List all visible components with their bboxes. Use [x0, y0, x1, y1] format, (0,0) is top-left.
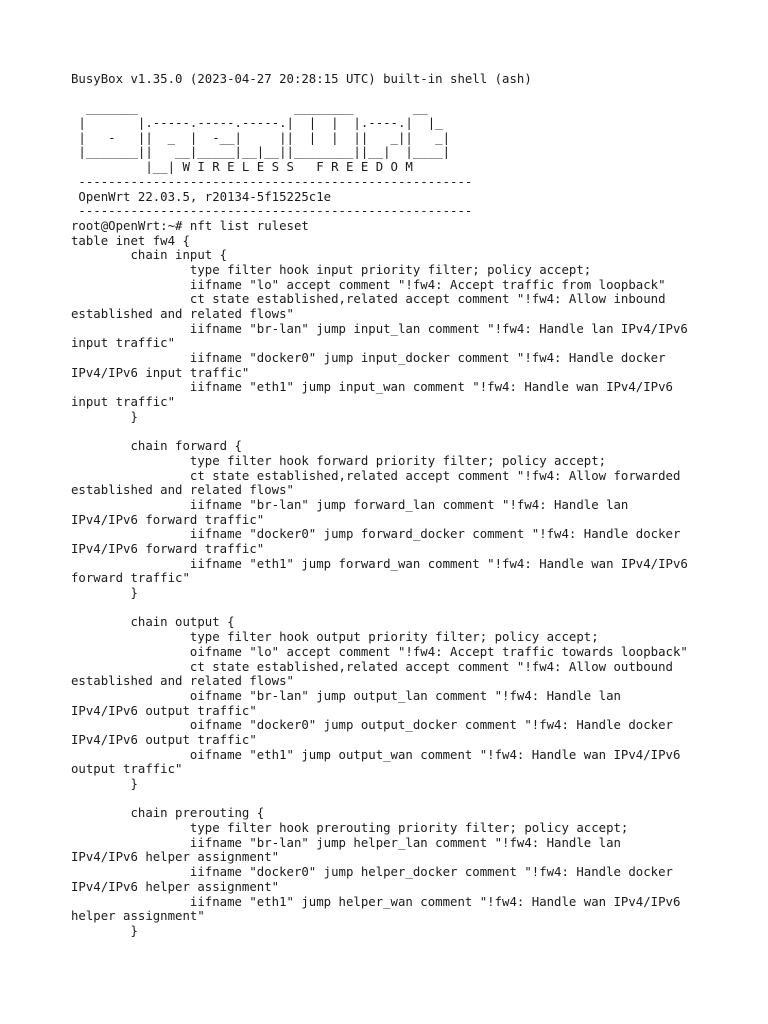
- output-line: IPv4/IPv6 output traffic": [71, 732, 257, 747]
- output-line: established and related flows": [71, 674, 294, 689]
- output-line: chain prerouting {: [71, 806, 265, 821]
- output-line: table inet fw4 {: [71, 233, 190, 248]
- output-line: IPv4/IPv6 helper assignment": [71, 850, 280, 865]
- output-line: helper assignment": [71, 909, 205, 924]
- output-line: IPv4/IPv6 output traffic": [71, 703, 257, 718]
- output-line: }: [71, 586, 138, 601]
- output-line: type filter hook input priority filter; policy accept;: [71, 262, 592, 277]
- output-line: chain output {: [71, 615, 235, 630]
- output-line: ct state established,related accept comment "!fw4: Allow inbound: [71, 292, 666, 307]
- output-line: iifname "docker0" jump helper_docker comment "!fw4: Handle docker: [71, 865, 673, 880]
- output-line: }: [71, 923, 138, 938]
- output-line: [71, 792, 761, 807]
- output-line: }: [71, 777, 138, 791]
- command-output: [71, 234, 761, 939]
- output-line: established and related flows": [71, 307, 294, 321]
- output-line: ct state established,related accept comment "!fw4: Allow forwarded: [71, 468, 681, 483]
- output-line: input traffic": [71, 336, 176, 351]
- output-line: iifname "docker0" jump input_docker comment "!fw4: Handle docker: [71, 351, 666, 366]
- output-line: iifname "eth1" jump forward_wan comment "!fw4: Handle wan IPv4/IPv6: [71, 556, 688, 571]
- output-line: }: [71, 409, 138, 424]
- output-line: iifname "eth1" jump helper_wan comment "!fw4: Handle wan IPv4/IPv6: [71, 894, 681, 909]
- output-line: [71, 425, 761, 440]
- output-line: [71, 601, 761, 616]
- output-line: established and related flows": [71, 483, 294, 498]
- output-line: type filter hook prerouting priority filter; policy accept;: [71, 821, 629, 836]
- logo-line: | |.-----.-----.-----.| | | |.----.| |_: [71, 116, 443, 131]
- separator-bottom: -----------------------------------------------------: [71, 204, 473, 219]
- output-line: iifname "eth1" jump input_wan comment "!fw4: Handle wan IPv4/IPv6: [71, 380, 673, 395]
- shell-prompt: root@OpenWrt:~#: [71, 218, 190, 233]
- output-line: forward traffic": [71, 571, 190, 586]
- output-line: IPv4/IPv6 helper assignment": [71, 879, 280, 894]
- blank-line: [71, 87, 761, 102]
- output-line: input traffic": [71, 395, 176, 410]
- output-line: chain forward {: [71, 439, 242, 454]
- output-line: IPv4/IPv6 input traffic": [71, 365, 250, 380]
- output-line: oifname "lo" accept comment "!fw4: Accept traffic towards loopback": [71, 644, 688, 659]
- output-line: IPv4/IPv6 forward traffic": [71, 512, 265, 527]
- logo-line: _______ ________ __: [71, 101, 428, 116]
- version-line: OpenWrt 22.03.5, r20134-5f15225c1e: [71, 189, 332, 204]
- output-line: type filter hook output priority filter; policy accept;: [71, 630, 599, 645]
- output-line: iifname "lo" accept comment "!fw4: Accept traffic from loopback": [71, 277, 666, 292]
- logo-line: | - || _ | -__| || | | || _|| _|: [71, 130, 451, 145]
- output-line: iifname "br-lan" jump input_lan comment "!fw4: Handle lan IPv4/IPv6: [71, 321, 688, 336]
- logo-line: |__| W I R E L E S S F R E E D O M: [71, 160, 413, 175]
- command-text: nft list ruleset: [189, 218, 309, 233]
- output-line: oifname "br-lan" jump output_lan comment "!fw4: Handle lan: [71, 688, 621, 703]
- output-line: oifname "docker0" jump output_docker comment "!fw4: Handle docker: [71, 718, 673, 733]
- command-line: [71, 219, 761, 234]
- output-line: ct state established,related accept comment "!fw4: Allow outbound: [71, 659, 673, 674]
- openwrt-ascii-logo: [71, 101, 761, 174]
- output-line: type filter hook forward priority filter; policy accept;: [71, 453, 607, 468]
- separator-top: -----------------------------------------------------: [71, 174, 473, 189]
- output-line: output traffic": [71, 762, 183, 777]
- output-line: IPv4/IPv6 forward traffic": [71, 542, 265, 556]
- logo-line: |_______|| __|_____|__|__||________||__| |____|: [71, 145, 451, 160]
- output-line: chain input {: [71, 248, 228, 263]
- output-line: oifname "eth1" jump output_wan comment "!fw4: Handle wan IPv4/IPv6: [71, 747, 681, 762]
- output-line: iifname "docker0" jump forward_docker comment "!fw4: Handle docker: [71, 527, 681, 542]
- output-line: iifname "br-lan" jump forward_lan comment "!fw4: Handle lan: [71, 497, 629, 512]
- output-line: iifname "br-lan" jump helper_lan comment "!fw4: Handle lan: [71, 835, 621, 850]
- shell-banner: BusyBox v1.35.0 (2023-04-27 20:28:15 UTC) built-in shell (ash): [71, 72, 532, 86]
- terminal-output[interactable]: [71, 72, 761, 939]
